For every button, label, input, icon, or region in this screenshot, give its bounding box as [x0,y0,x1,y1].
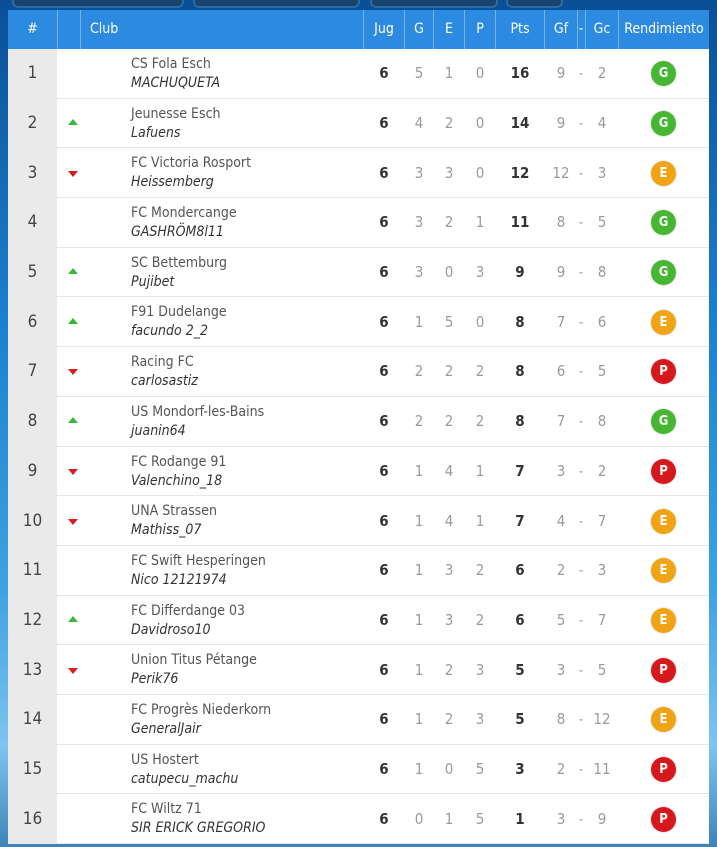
drawn: 1 [444,64,454,83]
points: 5 [515,710,525,729]
won: 1 [414,461,424,480]
goal-separator: - [578,213,584,232]
performance-badge: P [651,658,676,683]
goals-against: 7 [597,511,607,530]
lost: 2 [475,412,485,431]
goals-for: 4 [556,511,566,530]
goals-against: 8 [597,263,607,282]
performance-badge: G [651,111,676,136]
table-row[interactable] [8,447,709,497]
manager-name[interactable]: Lafuens [131,124,181,141]
table-row[interactable] [8,496,709,546]
performance-badge: E [651,509,676,534]
goals-against: 3 [597,163,607,182]
points: 1 [515,809,525,828]
lost: 0 [475,114,485,133]
tab-1[interactable] [12,0,184,8]
lost: 3 [475,660,485,679]
points: 11 [510,213,530,232]
position: 11 [8,546,57,595]
goals-against: 8 [597,412,607,431]
points: 5 [515,660,525,679]
played: 6 [379,610,389,629]
drawn: 3 [444,561,454,580]
club-info[interactable] [131,353,198,391]
drawn: 2 [444,362,454,381]
manager-name[interactable]: Davidroso10 [131,621,211,638]
goals-for: 9 [556,64,566,83]
performance-badge: G [651,260,676,285]
header-pts[interactable]: Pts [510,21,530,37]
goal-separator: - [578,412,584,431]
position: 9 [8,447,57,496]
points: 7 [515,461,525,480]
trend-down-icon [68,668,78,674]
won: 1 [414,660,424,679]
goals-for: 2 [556,759,566,778]
manager-name[interactable]: catupecu_machu [131,770,239,787]
goals-for: 3 [556,809,566,828]
won: 5 [414,64,424,83]
points: 12 [510,163,530,182]
goals-for: 7 [556,412,566,431]
trend-down-icon [68,171,78,177]
played: 6 [379,263,389,282]
goal-separator: - [578,809,584,828]
position: 16 [8,794,57,843]
manager-name[interactable]: carlosastiz [131,373,198,390]
table-row[interactable] [8,546,709,596]
performance-badge: P [651,807,676,832]
drawn: 2 [444,412,454,431]
table-row[interactable] [8,198,709,248]
header-jug[interactable]: Jug [374,21,394,37]
manager-name[interactable]: GASHRÖM8l11 [131,224,224,241]
goals-for: 8 [556,710,566,729]
tab-4[interactable] [506,0,563,8]
lost: 0 [475,312,485,331]
position: 2 [8,99,57,148]
position: 12 [8,596,57,645]
lost: 2 [475,362,485,381]
played: 6 [379,759,389,778]
header-rendimiento[interactable]: Rendimiento [624,21,704,37]
won: 2 [414,362,424,381]
goal-separator: - [578,263,584,282]
won: 1 [414,610,424,629]
club-name[interactable]: SC Bettemburg [131,254,227,271]
header-pos[interactable]: # [27,21,38,37]
tab-2[interactable] [193,0,360,8]
standings-table [8,10,709,844]
club-name[interactable]: Racing FC [131,354,194,371]
performance-badge: P [651,459,676,484]
club-name[interactable]: FC Progrès Niederkorn [131,701,272,718]
lost: 3 [475,263,485,282]
header-gc[interactable]: Gc [593,21,611,37]
drawn: 2 [444,660,454,679]
trend-down-icon [68,519,78,525]
club-info[interactable] [131,453,226,491]
won: 3 [414,213,424,232]
performance-badge: E [651,310,676,335]
drawn: 5 [444,312,454,331]
goal-separator: - [578,163,584,182]
points: 16 [510,64,530,83]
club-info[interactable] [131,105,221,143]
goal-separator: - [578,312,584,331]
club-name[interactable]: FC Victoria Rosport [131,155,252,172]
club-info[interactable] [131,204,237,242]
club-info[interactable] [131,55,220,93]
goals-for: 5 [556,610,566,629]
trend-up-icon [68,119,78,125]
club-name[interactable]: Union Titus Pétange [131,652,257,669]
lost: 1 [475,213,485,232]
drawn: 2 [444,114,454,133]
goal-separator: - [578,461,584,480]
won: 1 [414,710,424,729]
drawn: 4 [444,461,454,480]
goals-against: 11 [593,759,611,778]
drawn: 2 [444,710,454,729]
goal-separator: - [578,511,584,530]
goals-for: 2 [556,561,566,580]
goals-against: 5 [597,213,607,232]
top-tabs [0,0,717,8]
club-name[interactable]: US Hostert [131,751,199,768]
trend-down-icon [68,469,78,475]
won: 1 [414,312,424,331]
position: 3 [8,148,57,197]
table-row[interactable] [8,794,709,844]
manager-name[interactable]: GeneralJair [131,720,201,737]
lost: 5 [475,759,485,778]
manager-name[interactable]: Perik76 [131,671,179,688]
manager-name[interactable]: Mathiss_07 [131,522,202,539]
played: 6 [379,213,389,232]
club-name[interactable]: CS Fola Esch [131,56,211,72]
club-info[interactable] [131,602,245,640]
goals-against: 5 [597,362,607,381]
position: 6 [8,297,57,346]
performance-badge: G [651,210,676,235]
played: 6 [379,163,389,182]
performance-badge: E [651,608,676,633]
goals-for: 8 [556,213,566,232]
trend-up-icon [68,417,78,423]
club-name[interactable]: F91 Dudelange [131,304,227,321]
lost: 1 [475,511,485,530]
table-row[interactable] [8,347,709,397]
header-separator [80,10,81,49]
club-info[interactable] [131,154,251,192]
position: 13 [8,645,57,694]
goals-against: 4 [597,114,607,133]
drawn: 0 [444,759,454,778]
points: 7 [515,511,525,530]
drawn: 3 [444,163,454,182]
goal-separator: - [578,114,584,133]
goals-for: 6 [556,362,566,381]
goals-for: 3 [556,461,566,480]
goals-against: 9 [597,809,607,828]
drawn: 3 [444,610,454,629]
manager-name[interactable]: Heissemberg [131,174,214,191]
trend-up-icon [68,616,78,622]
table-body [8,49,709,844]
points: 3 [515,759,525,778]
goals-against: 12 [593,710,611,729]
position: 7 [8,347,57,396]
won: 2 [414,412,424,431]
lost: 0 [475,163,485,182]
manager-name[interactable]: facundo 2_2 [131,323,209,340]
club-info[interactable] [131,303,227,341]
goals-for: 7 [556,312,566,331]
goal-separator: - [578,759,584,778]
club-name[interactable]: FC Differdange 03 [131,602,246,619]
played: 6 [379,114,389,133]
club-info[interactable] [131,701,271,739]
table-row[interactable] [8,49,709,99]
lost: 2 [475,561,485,580]
won: 1 [414,561,424,580]
club-name[interactable]: FC Wiltz 71 [131,801,202,818]
club-info[interactable] [131,651,257,689]
manager-name[interactable]: Nico 12121974 [131,571,227,588]
goals-against: 2 [597,461,607,480]
won: 1 [414,759,424,778]
goal-separator: - [578,561,584,580]
won: 1 [414,511,424,530]
table-row[interactable] [8,248,709,298]
goal-separator: - [578,362,584,381]
manager-name[interactable]: Valenchino_18 [131,472,223,489]
position: 10 [8,496,57,545]
header-club[interactable]: Club [90,21,119,37]
manager-name[interactable]: MACHUQUETA [131,75,221,91]
played: 6 [379,412,389,431]
table-row[interactable] [8,645,709,695]
table-row[interactable] [8,297,709,347]
table-row[interactable] [8,596,709,646]
table-header [8,10,709,49]
goals-against: 2 [597,64,607,83]
table-row[interactable] [8,397,709,447]
performance-badge: P [651,757,676,782]
lost: 3 [475,710,485,729]
table-row[interactable] [8,148,709,198]
position: 14 [8,695,57,744]
performance-badge: G [651,409,676,434]
lost: 0 [475,64,485,83]
club-info[interactable] [131,254,227,292]
trend-up-icon [68,318,78,324]
club-name[interactable]: FC Rodange 91 [131,453,227,470]
goal-separator: - [578,64,584,83]
goal-separator: - [578,710,584,729]
header-g[interactable]: G [414,21,424,37]
header-p[interactable]: P [476,21,484,37]
drawn: 4 [444,511,454,530]
club-name[interactable]: Jeunesse Esch [131,105,221,122]
goals-for: 3 [556,660,566,679]
club-info[interactable] [131,403,264,441]
played: 6 [379,710,389,729]
trend-up-icon [68,268,78,274]
goals-for: 9 [556,114,566,133]
drawn: 2 [444,213,454,232]
club-info[interactable] [131,502,217,540]
played: 6 [379,660,389,679]
won: 3 [414,263,424,282]
won: 3 [414,163,424,182]
tab-3[interactable] [370,0,498,8]
won: 4 [414,114,424,133]
position: 1 [8,49,57,98]
goals-for: 9 [556,263,566,282]
manager-name[interactable]: Pujibet [131,273,175,290]
table-row[interactable] [8,99,709,149]
club-info[interactable] [131,800,265,838]
position: 5 [8,248,57,297]
played: 6 [379,511,389,530]
goal-separator: - [578,660,584,679]
performance-badge: E [651,707,676,732]
header-e[interactable]: E [445,21,453,37]
club-name[interactable]: UNA Strassen [131,503,217,520]
club-name[interactable]: FC Swift Hesperingen [131,552,266,569]
drawn: 0 [444,263,454,282]
points: 6 [515,610,525,629]
won: 0 [414,809,424,828]
club-info[interactable] [131,751,238,789]
position: 4 [8,198,57,247]
played: 6 [379,461,389,480]
header-separator [57,10,58,49]
lost: 5 [475,809,485,828]
goals-against: 7 [597,610,607,629]
header-gf[interactable]: Gf [553,21,569,37]
club-name[interactable]: FC Mondercange [131,205,237,222]
club-name[interactable]: US Mondorf-les-Bains [131,403,265,420]
goals-for: 12 [552,163,570,182]
played: 6 [379,312,389,331]
points: 8 [515,362,525,381]
lost: 2 [475,610,485,629]
points: 14 [510,114,530,133]
club-info[interactable] [131,552,266,590]
goals-against: 6 [597,312,607,331]
played: 6 [379,64,389,83]
points: 8 [515,312,525,331]
header-goal-separator: - [578,21,584,37]
table-row[interactable] [8,745,709,795]
points: 6 [515,561,525,580]
drawn: 1 [444,809,454,828]
played: 6 [379,362,389,381]
points: 8 [515,412,525,431]
performance-badge: P [651,359,676,384]
manager-name[interactable]: juanin64 [131,422,186,439]
performance-badge: E [651,558,676,583]
position: 8 [8,397,57,446]
goal-separator: - [578,610,584,629]
trend-down-icon [68,369,78,375]
position: 15 [8,745,57,794]
manager-name[interactable]: SIR ERICK GREGORIO [131,820,266,837]
goals-against: 5 [597,660,607,679]
table-row[interactable] [8,695,709,745]
played: 6 [379,809,389,828]
played: 6 [379,561,389,580]
performance-badge: E [651,161,676,186]
points: 9 [515,263,525,282]
lost: 1 [475,461,485,480]
goals-against: 3 [597,561,607,580]
performance-badge: G [651,61,676,86]
